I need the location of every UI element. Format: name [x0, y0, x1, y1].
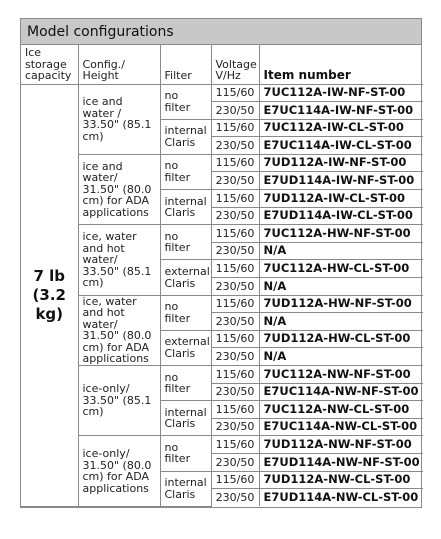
- voltage-cell: 115/60: [211, 366, 259, 384]
- table-title: Model configurations: [21, 19, 421, 45]
- table-row: [21, 225, 423, 243]
- item-number-cell: N/A: [259, 348, 423, 366]
- item-number-cell: E7UD114A-IW-NF-ST-00: [259, 172, 423, 190]
- item-number-cell: 7UD112A-HW-NF-ST-00: [259, 295, 423, 313]
- voltage-cell: 230/50: [211, 102, 259, 120]
- voltage-cell: 115/60: [211, 225, 259, 243]
- voltage-cell: 115/60: [211, 260, 259, 278]
- header-voltage: Voltage V/Hz: [211, 45, 259, 84]
- item-number-cell: 7UC112A-IW-NF-ST-00: [259, 84, 423, 102]
- table-row: [21, 84, 423, 102]
- voltage-cell: 230/50: [211, 418, 259, 436]
- item-number-cell: E7UD114A-IW-CL-ST-00: [259, 207, 423, 225]
- voltage-cell: 230/50: [211, 137, 259, 155]
- voltage-cell: 230/50: [211, 313, 259, 331]
- voltage-cell: 230/50: [211, 172, 259, 190]
- item-number-cell: E7UD114A-NW-CL-ST-00: [259, 489, 423, 507]
- config-cell: ice and water/ 31.50" (80.0 cm) for ADA applications: [78, 154, 160, 224]
- item-number-cell: 7UD112A-HW-CL-ST-00: [259, 330, 423, 348]
- filter-cell: no filter: [160, 84, 211, 119]
- table-row: [21, 295, 423, 313]
- filter-cell: external Claris: [160, 330, 211, 365]
- header-row: [21, 45, 423, 84]
- voltage-cell: 230/50: [211, 453, 259, 471]
- item-number-cell: E7UC114A-IW-NF-ST-00: [259, 102, 423, 120]
- voltage-cell: 115/60: [211, 119, 259, 137]
- voltage-cell: 230/50: [211, 348, 259, 366]
- filter-cell: internal Claris: [160, 190, 211, 225]
- voltage-cell: 230/50: [211, 383, 259, 401]
- voltage-cell: 115/60: [211, 295, 259, 313]
- item-number-cell: N/A: [259, 278, 423, 296]
- voltage-cell: 230/50: [211, 242, 259, 260]
- voltage-cell: 115/60: [211, 84, 259, 102]
- item-number-cell: 7UC112A-HW-CL-ST-00: [259, 260, 423, 278]
- item-number-cell: N/A: [259, 313, 423, 331]
- voltage-cell: 115/60: [211, 154, 259, 172]
- configurations-grid: [21, 45, 423, 507]
- config-cell: ice-only/ 33.50" (85.1 cm): [78, 366, 160, 436]
- filter-cell: no filter: [160, 225, 211, 260]
- item-number-cell: 7UD112A-IW-NF-ST-00: [259, 154, 423, 172]
- table-row: [21, 366, 423, 384]
- item-number-cell: E7UC114A-IW-CL-ST-00: [259, 137, 423, 155]
- ice-capacity-cell: 7 lb (3.2 kg): [21, 84, 78, 506]
- header-filter: Filter: [160, 45, 211, 84]
- header-capacity: Ice storage capacity: [21, 45, 78, 84]
- voltage-cell: 115/60: [211, 401, 259, 419]
- item-number-cell: N/A: [259, 242, 423, 260]
- table-row: [21, 154, 423, 172]
- model-configurations-table: [20, 18, 422, 508]
- filter-cell: external Claris: [160, 260, 211, 295]
- item-number-cell: 7UC112A-NW-NF-ST-00: [259, 366, 423, 384]
- item-number-cell: 7UC112A-HW-NF-ST-00: [259, 225, 423, 243]
- voltage-cell: 230/50: [211, 207, 259, 225]
- filter-cell: internal Claris: [160, 119, 211, 154]
- table-body: [21, 84, 423, 506]
- voltage-cell: 115/60: [211, 330, 259, 348]
- voltage-cell: 115/60: [211, 436, 259, 454]
- item-number-cell: E7UC114A-NW-NF-ST-00: [259, 383, 423, 401]
- header-config: Config./ Height: [78, 45, 160, 84]
- voltage-cell: 230/50: [211, 489, 259, 507]
- voltage-cell: 115/60: [211, 471, 259, 489]
- config-cell: ice, water and hot water/ 33.50" (85.1 cm): [78, 225, 160, 295]
- item-number-cell: 7UD112A-IW-CL-ST-00: [259, 190, 423, 208]
- config-cell: ice, water and hot water/ 31.50" (80.0 cm) for ADA applications: [78, 295, 160, 365]
- voltage-cell: 230/50: [211, 278, 259, 296]
- config-cell: ice and water / 33.50" (85.1 cm): [78, 84, 160, 154]
- item-number-cell: E7UD114A-NW-NF-ST-00: [259, 453, 423, 471]
- item-number-cell: 7UC112A-IW-CL-ST-00: [259, 119, 423, 137]
- header-item-number: Item number: [259, 45, 423, 84]
- voltage-cell: 115/60: [211, 190, 259, 208]
- table-row: [21, 436, 423, 454]
- filter-cell: no filter: [160, 295, 211, 330]
- filter-cell: no filter: [160, 436, 211, 471]
- item-number-cell: 7UC112A-NW-CL-ST-00: [259, 401, 423, 419]
- item-number-cell: 7UD112A-NW-NF-ST-00: [259, 436, 423, 454]
- filter-cell: no filter: [160, 154, 211, 189]
- filter-cell: no filter: [160, 366, 211, 401]
- config-cell: ice-only/ 31.50" (80.0 cm) for ADA applications: [78, 436, 160, 506]
- filter-cell: internal Claris: [160, 471, 211, 506]
- item-number-cell: E7UC114A-NW-CL-ST-00: [259, 418, 423, 436]
- filter-cell: internal Claris: [160, 401, 211, 436]
- item-number-cell: 7UD112A-NW-CL-ST-00: [259, 471, 423, 489]
